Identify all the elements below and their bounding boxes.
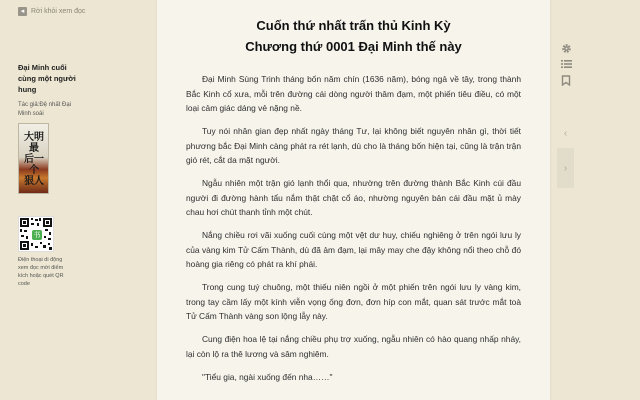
bookmark-icon bbox=[561, 75, 571, 86]
chapter-title: Chương thứ 0001 Đại Minh thế này bbox=[245, 39, 462, 54]
volume-title: Cuốn thứ nhất trấn thủ Kinh Kỳ bbox=[256, 18, 451, 33]
previous-page-button[interactable] bbox=[557, 113, 574, 153]
book-cover[interactable] bbox=[18, 123, 49, 194]
reading-panel bbox=[157, 0, 550, 400]
paragraph: Tuy nói nhân gian đẹp nhất ngày tháng Tư, lại không biết nguyên nhân gì, thời tiết phương bắc Đại Minh càng phát ra rét lạnh, dù cho là tháng bốn hiện tại, cũng là trận trận gió rét, cắt da mặt người. bbox=[186, 126, 521, 165]
paragraph: Nắng chiều rơi vãi xuống cuối cùng một vệt dư huy, chiếu nghiêng ở trên ngói lưu ly của vàng kim Tử Cấm Thành, dù đã ảm đạm, lại mây may che đậy không nổi theo chỗ đó hoàng gia riêng có phát ra khí phái. bbox=[186, 230, 521, 269]
arrow-left-icon: ◂ bbox=[18, 7, 27, 16]
paragraph: Đại Minh Sùng Trinh tháng bốn năm chín (1636 năm), bóng ngả về tây, trong thành Bắc Kinh cổ xưa, mỗi trên đường cái dòng người thâm đạm, một phiến tiêu điều, có một loại cảm giác dáng vẻ nặng nề. bbox=[186, 74, 521, 113]
next-page-button[interactable] bbox=[557, 148, 574, 188]
leave-reader-label: Rời khỏi xem đọc bbox=[31, 7, 86, 15]
cover-calligraphy: 大明最 后一个 狠人 bbox=[24, 132, 44, 187]
list-icon bbox=[561, 59, 572, 69]
book-sidebar bbox=[18, 62, 80, 288]
gear-icon bbox=[561, 43, 572, 54]
book-title[interactable]: Đại Minh cuối cùng một người hung bbox=[18, 63, 76, 94]
paragraph: Cung điện hoa lệ tại nắng chiều phụ trợ xuống, ngẫu nhiên có hào quang nhấp nháy, lại còn lộ ra thê lương và sâm nghiêm. bbox=[186, 334, 521, 359]
app-logo-icon: 书 bbox=[33, 232, 41, 239]
table-of-contents-button[interactable] bbox=[559, 57, 573, 71]
chevron-left-icon: ‹ bbox=[563, 127, 568, 139]
paragraph: Ngẫu nhiên một trận gió lạnh thổi qua, nhường trên đường thành Bắc Kinh cúi đầu người đi đường hành tẩu nắm thật chặt cổ áo, nhường nguyên bản cái đầu mặt ủ mày chau hơi chút thanh tỉnh một chút. bbox=[186, 178, 521, 217]
paragraph: Trong cung tuý chuông, một thiếu niên ngồi ở một phiến trên ngói lưu ly vàng kim, trong tay cầm lấy một kính viễn vọng ống đơn, đơn híp con mắt, quan sát trước mắt toà Tử Cấm Thành vàng son lộng lẫy này. bbox=[186, 282, 521, 321]
paragraph: "Tiểu gia, ngài xuống đến nha……" bbox=[202, 371, 333, 382]
chapter-content bbox=[157, 57, 550, 384]
settings-button[interactable] bbox=[559, 41, 573, 55]
book-author[interactable]: Tác giả:Đệ nhất Đại Minh soái bbox=[18, 102, 72, 117]
leave-reader-link[interactable] bbox=[18, 5, 85, 17]
qr-caption: Điện thoại di động xem đọc mời điểm kích hoặc quét QR code bbox=[18, 257, 64, 287]
reader-toolbar bbox=[559, 41, 573, 89]
qr-code bbox=[18, 216, 54, 252]
chevron-right-icon: › bbox=[563, 162, 568, 174]
bookmark-button[interactable] bbox=[559, 73, 573, 87]
